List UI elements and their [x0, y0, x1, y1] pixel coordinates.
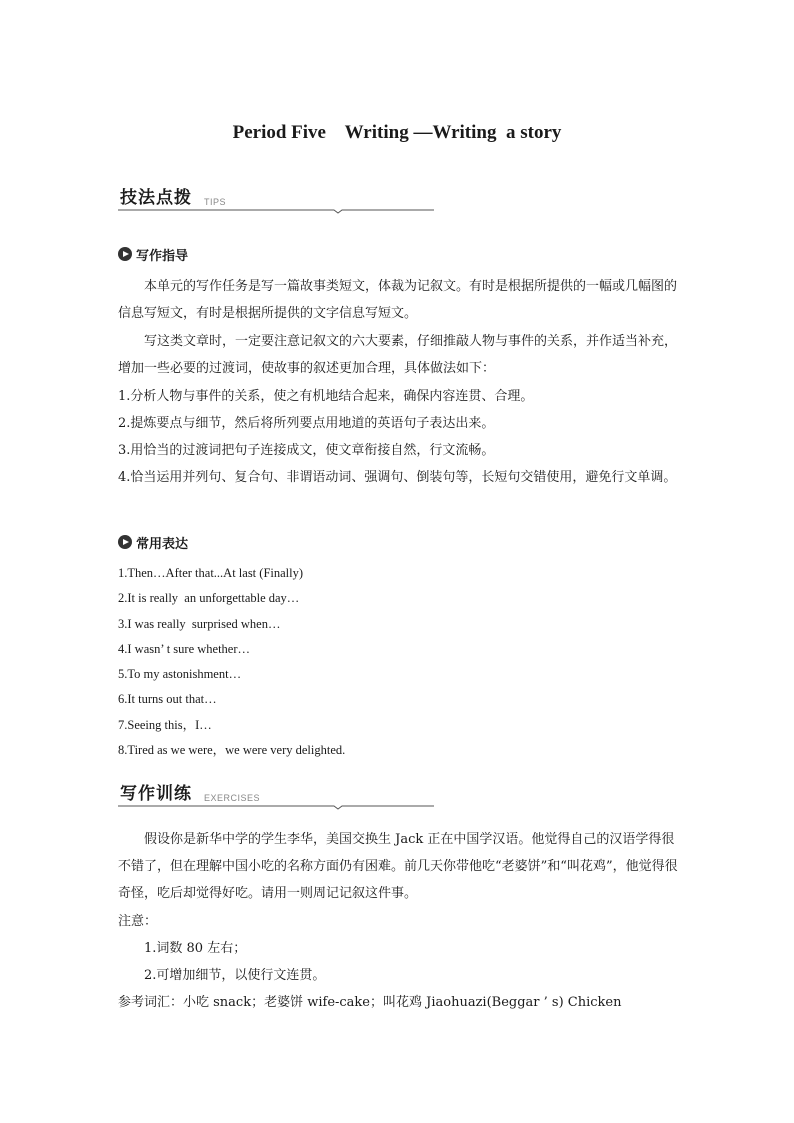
writing-guide-heading — [118, 245, 188, 263]
header-divider-line — [118, 804, 434, 810]
exercise-notes-label: 注意： — [118, 914, 158, 929]
guide-step-3: 3.用恰当的过渡词把句子连接成文，使文章衔接自然，行文流畅。 — [118, 443, 495, 458]
expression-item: 7.Seeing this，I… — [118, 717, 212, 732]
guide-step-2: 2.提炼要点与细节，然后将所列要点用地道的英语句子表达出来。 — [118, 416, 495, 431]
tips-header-title: 技法点拨 — [120, 188, 192, 208]
exercise-prompt: 假设你是新华中学的学生李华，美国交换生 Jack 正在中国学汉语。他觉得自己的汉语学得很不错了，但在理解中国小吃的名称方面仍有困难。前几天你带他吃“老婆饼”和“叫花鸡”，他觉得很奇怪，吃后却觉得好吃。请用一则周记记叙这件事。 — [118, 832, 678, 901]
tips-header-subtitle: TIPS — [204, 197, 227, 207]
exercise-note-2: 2.可增加细节，以使行文连贯。 — [144, 968, 326, 983]
guide-paragraph-2: 写这类文章时，一定要注意记叙文的六大要素，仔细推敲人物与事件的关系，并作适当补充，增加一些必要的过渡词，使故事的叙述更加合理，具体做法如下： — [118, 334, 678, 376]
exercises-header-title: 写作训练 — [120, 784, 192, 804]
exercises-section-header — [118, 778, 434, 810]
expression-item: 4.I wasn’ t sure whether… — [118, 641, 251, 656]
common-expressions-label: 常用表达 — [136, 536, 189, 552]
header-divider-line — [118, 208, 434, 214]
writing-guide-label: 写作指导 — [136, 248, 189, 264]
guide-step-4: 4.恰当运用并列句、复合句、非谓语动词、强调句、倒装句等，长短句交错使用，避免行文单调。 — [118, 470, 677, 485]
expression-item: 5.To my astonishment… — [118, 667, 242, 682]
expression-item: 3.I was really surprised when… — [118, 616, 281, 631]
exercises-header-subtitle: EXERCISES — [204, 793, 261, 803]
tips-section-header — [118, 182, 434, 214]
play-circle-icon — [118, 535, 132, 549]
page-title: Period Five Writing —Writing a story — [232, 122, 562, 143]
expression-item: 8.Tired as we were，we were very delighted. — [118, 743, 346, 758]
exercise-note-1: 1.词数 80 左右； — [144, 941, 247, 956]
play-circle-icon — [118, 247, 132, 261]
expression-item: 2.It is really an unforgettable day… — [118, 591, 300, 606]
expressions-list — [118, 561, 678, 763]
expression-item: 6.It turns out that… — [118, 692, 217, 707]
exercise-vocabulary: 参考词汇：小吃 snack；老婆饼 wife-cake；叫花鸡 Jiaohuazi(Beggar ’ s) Chicken — [118, 995, 622, 1010]
guide-step-1: 1.分析人物与事件的关系，使之有机地结合起来，确保内容连贯、合理。 — [118, 389, 534, 404]
expression-item: 1.Then…After that...At last (Finally) — [118, 566, 304, 580]
guide-paragraph-1: 本单元的写作任务是写一篇故事类短文，体裁为记叙文。有时是根据所提供的一幅或几幅图的信息写短文，有时是根据所提供的文字信息写短文。 — [118, 279, 678, 321]
common-expressions-heading — [118, 533, 188, 551]
